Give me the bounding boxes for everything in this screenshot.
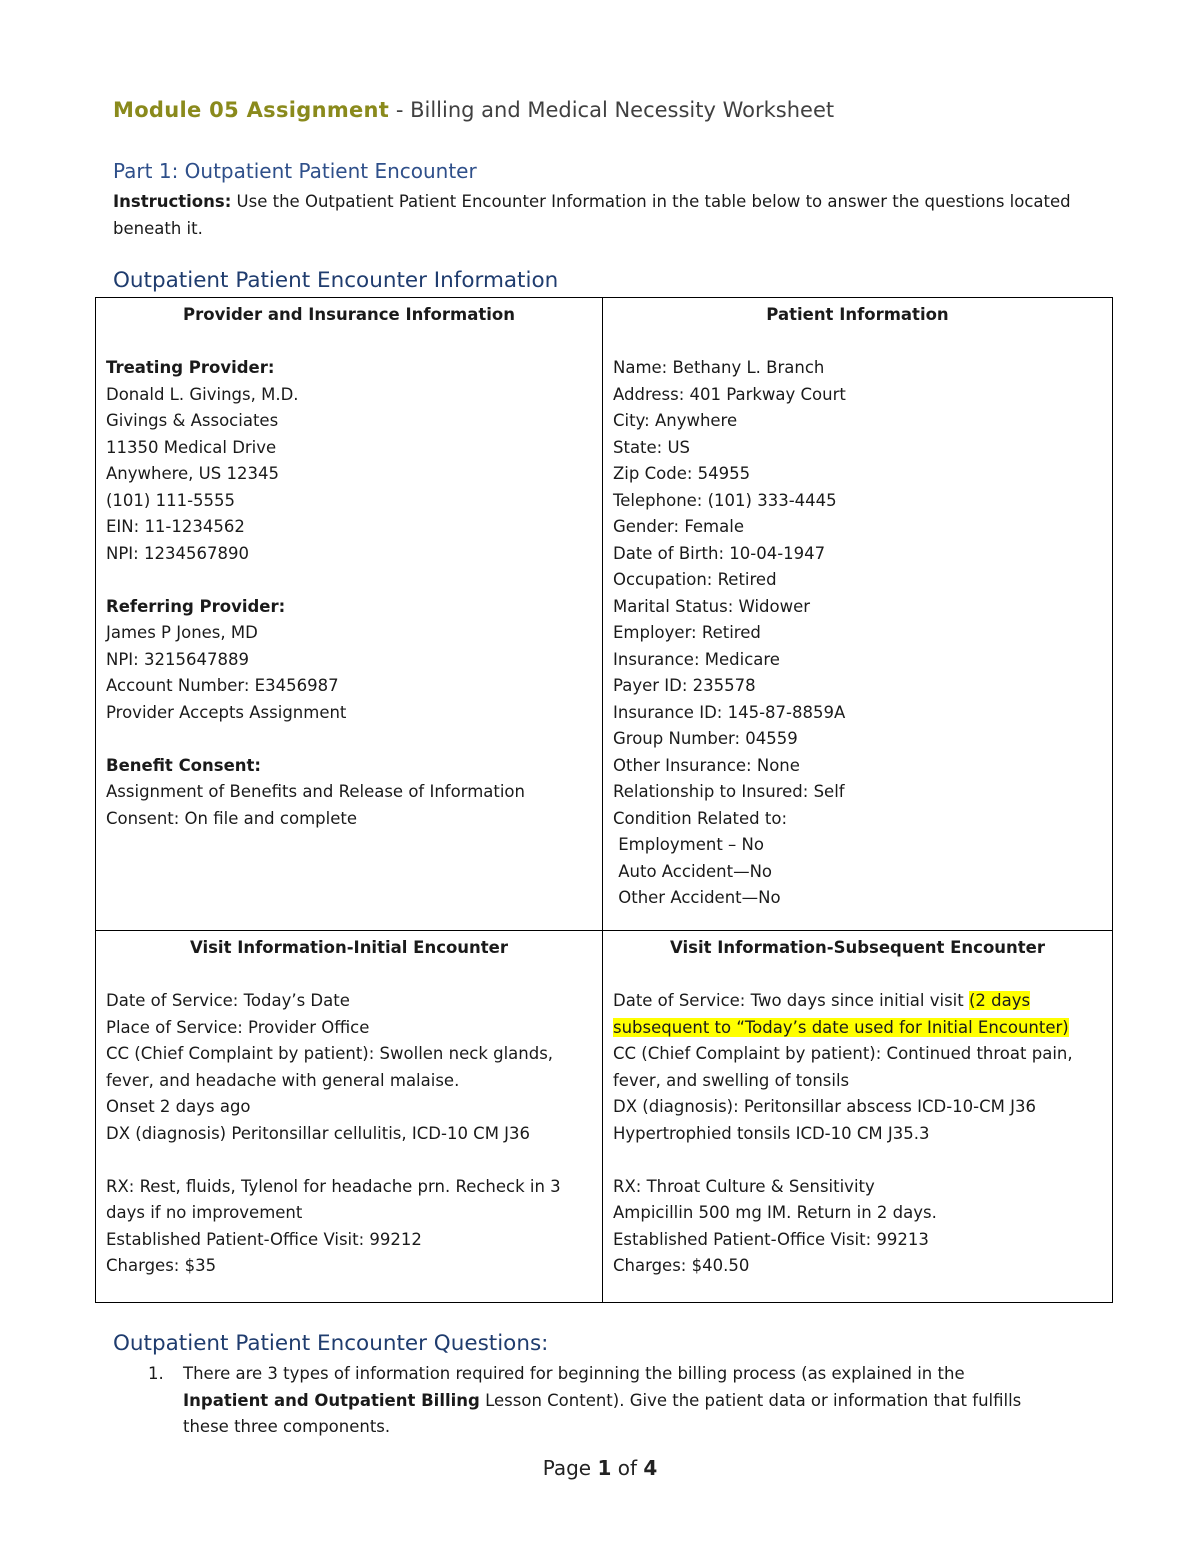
list-item: Insurance ID: 145-87-8859A (613, 702, 846, 722)
treating-provider-lines (106, 382, 592, 568)
referring-provider-label: Referring Provider: (106, 596, 286, 616)
list-item: Employment – No (613, 835, 764, 854)
list-item: Provider Accepts Assignment (106, 702, 347, 722)
provider-cell (96, 298, 603, 931)
list-item: Group Number: 04559 (613, 729, 798, 748)
list-item: Marital Status: Widower (613, 596, 811, 616)
list-item: Ampicillin 500 mg IM. Return in 2 days. (613, 1203, 937, 1222)
question-1-text-a: There are 3 types of information required for beginning the billing process (as explained in the (183, 1364, 965, 1383)
of-label: of (611, 1456, 644, 1480)
list-item: CC (Chief Complaint by patient): Swollen neck glands, fever, and headache with general malaise. (106, 1044, 554, 1090)
page-number: 1 (597, 1456, 612, 1480)
list-item: Insurance: Medicare (613, 649, 780, 669)
list-item: NPI: 3215647889 (106, 649, 249, 669)
list-item: Onset 2 days ago (106, 1097, 251, 1116)
subsequent-visit-header: Visit Information-Subsequent Encounter (669, 938, 1045, 957)
part1-heading: Part 1: Outpatient Patient Encounter (113, 159, 477, 183)
info-heading: Outpatient Patient Encounter Information (113, 268, 559, 293)
list-item: City: Anywhere (613, 411, 738, 430)
list-item: (101) 111-5555 (106, 490, 236, 510)
subsequent-rx-lines (613, 1174, 1102, 1280)
page-total: 4 (643, 1456, 658, 1480)
list-item: Auto Accident—No (613, 861, 773, 881)
list-item: Date of Service: Today’s Date (106, 991, 350, 1010)
subsequent-visit-cell (603, 931, 1113, 1303)
list-item: DX (diagnosis): Peritonsillar abscess ICD-10-CM J36 (613, 1097, 1036, 1116)
title-separator: - (389, 98, 411, 122)
document-title (113, 98, 834, 122)
list-item: Account Number: E3456987 (106, 676, 339, 695)
benefit-consent-label: Benefit Consent: (106, 755, 262, 775)
list-item: NPI: 1234567890 (106, 543, 249, 563)
highlight-text: (2 days (968, 991, 1031, 1010)
list-item: Condition Related to: (613, 808, 788, 828)
instructions (113, 189, 1073, 242)
list-item: Other Insurance: None (613, 755, 800, 775)
question-1-bold: Inpatient and Outpatient Billing (183, 1390, 480, 1410)
initial-visit-header: Visit Information-Initial Encounter (189, 938, 509, 957)
list-item: James P Jones, MD (106, 623, 258, 642)
list-item: Established Patient-Office Visit: 99213 (613, 1229, 929, 1249)
instructions-label: Instructions: (113, 192, 232, 211)
list-item: Donald L. Givings, M.D. (106, 384, 299, 404)
instructions-text: Use the Outpatient Patient Encounter Information in the table below to answer the questions located beneath it. (113, 192, 1071, 238)
benefit-consent-lines (106, 779, 592, 832)
provider-header: Provider and Insurance Information (183, 305, 515, 324)
list-item: Assignment of Benefits and Release of Information (106, 782, 525, 801)
highlight-text: subsequent to “Today’s date used for Initial Encounter) (613, 1017, 1069, 1037)
referring-provider-lines (106, 620, 592, 726)
list-item: Consent: On file and complete (106, 808, 357, 828)
module-label: Module 05 Assignment (113, 98, 390, 122)
list-item: Charges: $35 (106, 1256, 217, 1275)
list-item: EIN: 11-1234562 (106, 517, 245, 536)
list-item: RX: Throat Culture & Sensitivity (613, 1176, 875, 1196)
list-item: Relationship to Insured: Self (613, 782, 845, 801)
subsequent-dos-line (613, 988, 1102, 1015)
list-item: Occupation: Retired (613, 570, 777, 589)
table-row (96, 931, 1113, 1303)
list-item: Telephone: (101) 333-4445 (613, 490, 837, 510)
initial-rx-lines (106, 1174, 592, 1280)
list-item: Charges: $40.50 (613, 1256, 750, 1275)
initial-visit-cell (96, 931, 603, 1303)
subsequent-dos-line-2 (613, 1015, 1102, 1042)
list-item: Payer ID: 235578 (613, 676, 756, 695)
worksheet-subtitle: Billing and Medical Necessity Worksheet (410, 98, 835, 122)
list-item: Employer: Retired (613, 623, 761, 642)
questions-heading: Outpatient Patient Encounter Questions: (113, 1331, 549, 1356)
subsequent-dos-text: Date of Service: Two days since initial visit (613, 991, 969, 1010)
initial-visit-lines (106, 988, 592, 1147)
treating-provider-label: Treating Provider: (106, 358, 275, 377)
patient-cell (603, 298, 1113, 931)
list-item: DX (diagnosis) Peritonsillar cellulitis, ICD-10 CM J36 (106, 1123, 531, 1143)
list-item: Place of Service: Provider Office (106, 1017, 370, 1037)
list-item: 11350 Medical Drive (106, 437, 277, 457)
list-item: Date of Birth: 10-04-1947 (613, 543, 826, 563)
list-item: RX: Rest, fluids, Tylenol for headache prn. Recheck in 3 days if no improvement (106, 1176, 561, 1222)
question-1 (183, 1361, 1053, 1441)
subsequent-visit-lines (613, 1041, 1102, 1147)
list-item: CC (Chief Complaint by patient): Continued throat pain, fever, and swelling of tonsils (613, 1044, 1073, 1090)
list-item: Givings & Associates (106, 411, 279, 430)
patient-info-lines (613, 355, 1102, 912)
list-item: Hypertrophied tonsils ICD-10 CM J35.3 (613, 1123, 930, 1143)
patient-header: Patient Information (766, 305, 949, 324)
page-footer (0, 1456, 1200, 1480)
encounter-table (95, 297, 1113, 1303)
question-1-text-b: Lesson Content). Give the patient data or information that fulfills these three components. (183, 1390, 1022, 1436)
list-item: State: US (613, 437, 691, 457)
question-number: 1. (148, 1364, 164, 1383)
list-item: Gender: Female (613, 517, 744, 536)
list-item: Anywhere, US 12345 (106, 464, 279, 483)
list-item: Established Patient-Office Visit: 99212 (106, 1229, 422, 1249)
list-item: Name: Bethany L. Branch (613, 358, 825, 377)
list-item: Address: 401 Parkway Court (613, 384, 846, 404)
list-item: Zip Code: 54955 (613, 464, 751, 483)
list-item: Other Accident—No (613, 888, 781, 907)
page-label: Page (542, 1456, 598, 1480)
table-row (96, 298, 1113, 931)
